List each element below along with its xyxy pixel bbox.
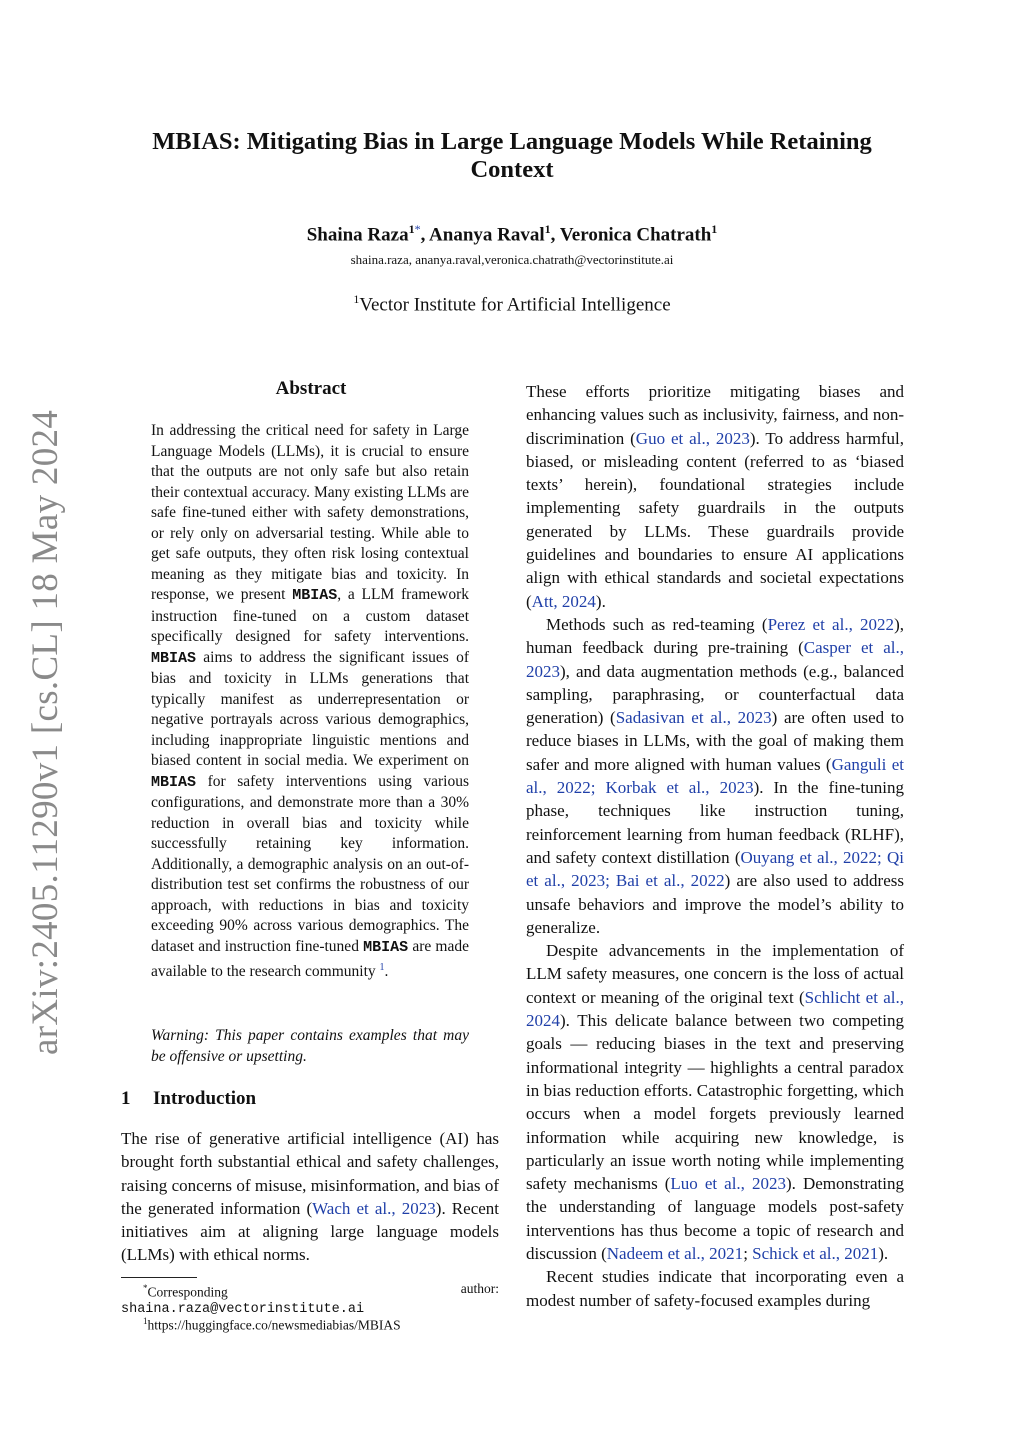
arxiv-identifier-stamp: arXiv:2405.11290v1 [cs.CL] 18 May 2024 xyxy=(25,409,66,1055)
citation-link[interactable]: Sadasivan et al., 2023 xyxy=(615,708,772,728)
citation-link[interactable]: Casper et al., 2023 xyxy=(526,638,904,681)
citation-link[interactable]: Wach et al., 2023 xyxy=(312,1198,436,1218)
citation-link[interactable]: Ganguli et al., 2022; Korbak et al., 2023 xyxy=(526,754,904,798)
paragraph: Methods such as red-teaming (Perez et al., 2022), human feedback during pre-training (Casper et al., 2023), and data augmentation methods (e.g., balanced sampling, paraphrasing, or counterfactual data generation) (Sadasivan et al., 2023) are often used to reduce biases in LLMs, with the goal of making them safer and more aligned with human values (Ganguli et al., 2022; Korbak et al., 2023). In the fine-tuning phase, techniques like instruction tuning, reinforcement learning from human feedback (RLHF), and safety context distillation (Ouyang et al., 2022; Qi et al., 2023; Bai et al., 2022) are also used to address unsafe behaviors and improve the model’s ability to generalize. xyxy=(526,614,904,937)
affiliation xyxy=(120,292,904,316)
dataset-url-link[interactable]: https://huggingface.co/newsmediabias/MBIAS xyxy=(147,1317,401,1333)
section-number: 1 xyxy=(121,1088,131,1109)
footnote-corresponding: *Corresponding author: shaina.raza@vectorinstitute.ai xyxy=(121,1281,499,1317)
citation-link[interactable]: Schick et al., 2021 xyxy=(752,1243,879,1263)
paper-title: MBIAS: Mitigating Bias in Large Language Models While Retaining Context xyxy=(152,128,872,183)
model-name: MBIAS xyxy=(363,938,409,956)
author-name: Ananya Raval xyxy=(429,224,545,246)
footnote-url: $^1$https://huggingface.co/newsmediabias/MBIAS xyxy=(143,1316,401,1333)
content-warning: Warning: This paper contains examples that may be offensive or upsetting. xyxy=(151,1027,469,1065)
citation-link[interactable]: Luo et al., 2023 xyxy=(670,1174,786,1194)
section-heading-introduction xyxy=(121,1088,256,1110)
paragraph: Despite advancements in the implementation of LLM safety measures, one concern is the loss of actual context or meaning of the original text (Schlicht et al., 2024). This delicate balance between two competing goals — reducing biases in the text and preserving informational integrity — highlights a central paradox in bias reduction efforts. Catastrophic forgetting, which occurs when a model forgets previously learned information while acquiring new knowledge, is particularly an issue worth noting while implementing safety mechanisms (Luo et al., 2023). Demonstrating the understanding of language models post-safety interventions has thus become a topic of research and discussion (Nadeem et al., 2021; Schick et al., 2021). xyxy=(526,941,905,1263)
citation-link[interactable]: Ouyang et al., 2022; Qi et al., 2023; Bai et al., 2022 xyxy=(526,847,904,891)
corresponding-email[interactable]: shaina.raza@vectorinstitute.ai xyxy=(121,1301,365,1317)
affiliation-mark: 1 xyxy=(544,222,551,236)
introduction-paragraph: The rise of generative artificial intelligence (AI) has brought forth substantial ethical and safety challenges, raising concerns of misuse, misinformation, and bias of the generated information (Wach et al., 2023). Recent initiatives aim at aligning large language models (LLMs) with ethical norms. xyxy=(121,1129,500,1265)
author-name: Veronica Chatrath xyxy=(559,224,712,246)
paragraph: These efforts prioritize mitigating biases and enhancing values such as inclusivity, fairness, and non-discrimination (Guo et al., 2023). To address harmful, biased, or misleading content (referred to as ‘biased texts’ herein), foundational strategies include implementing safety guardrails in the outputs generated by LLMs. These guardrails provide guidelines and boundaries to ensure AI applications align with ethical standards and societal expectations (Att, 2024). xyxy=(526,382,904,611)
affiliation-mark: 1 xyxy=(711,222,718,236)
abstract-heading: Abstract xyxy=(275,378,347,399)
citation-link[interactable]: Att, 2024 xyxy=(531,591,596,611)
footnote-ref-link[interactable]: 1 xyxy=(379,962,385,973)
author-emails: shaina.raza, ananya.raval,veronica.chatrath@vectorinstitute.ai xyxy=(350,252,674,267)
section-title: Introduction xyxy=(153,1088,257,1109)
author-name: Shaina Raza xyxy=(306,224,409,246)
author-list: Shaina Raza$^{1*}$, Ananya Raval$^1$, Veronica Chatrath$^1$ xyxy=(306,222,718,246)
footnote-rule xyxy=(121,1277,197,1278)
paragraph: Recent studies indicate that incorporating even a modest number of safety-focused examples during xyxy=(526,1267,904,1310)
abstract-text: In addressing the critical need for safety in Large Language Models (LLMs), it is crucial to ensure that the outputs are not only safe but also retain their contextual accuracy. Many existing LLMs are safe fine-tuned either with safety demonstrations, or rely only on adversarial testing. While able to get safe outputs, they often risk losing contextual meaning as they mitigate bias and toxicity. In response, we present MBIAS, a LLM framework instruction fine-tuned on a custom dataset specifically designed for safety interventions. MBIAS aims to address the significant issues of bias and toxicity in LLMs generations that typically manifest as underrepresentation or negative portrayals across various demographics, including inappropriate linguistic mentions and biased content in social media. We experiment on MBIAS for safety interventions using various configurations, and demonstrate more than a 30% reduction in overall bias and toxicity while successfully retaining key information. Additionally, a demographic analysis on an out-of-distribution test set confirms the robustness of our approach, with reductions in bias and toxicity exceeding 90% across various demographics. The dataset and instruction fine-tuned MBIAS are made available to the research community $^1$. xyxy=(151,422,469,981)
affiliation-mark: 1 xyxy=(408,222,415,236)
citation-link[interactable]: Guo et al., 2023 xyxy=(635,428,750,448)
model-name: MBIAS xyxy=(292,587,338,604)
affiliation-name: Vector Institute for Artificial Intelligence xyxy=(359,294,671,316)
citation-link[interactable]: Nadeem et al., 2021 xyxy=(606,1243,744,1263)
right-column xyxy=(526,380,904,1312)
citation-link[interactable]: Perez et al., 2022 xyxy=(767,614,895,634)
model-name: MBIAS xyxy=(151,649,197,667)
affiliation-mark: 1 xyxy=(353,292,360,306)
corresponding-mark[interactable]: * xyxy=(414,222,421,236)
model-name: MBIAS xyxy=(151,773,197,791)
citation-link[interactable]: Schlicht et al., 2024 xyxy=(526,987,904,1031)
